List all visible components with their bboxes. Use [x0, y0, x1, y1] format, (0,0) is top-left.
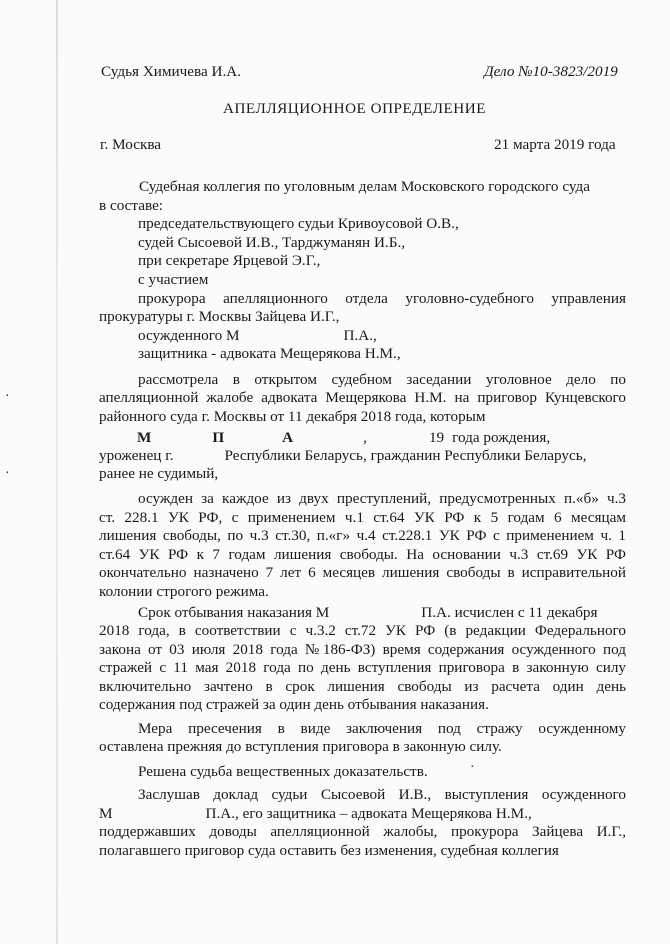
- paragraph-line: колонии строгого режима.: [99, 583, 269, 600]
- paragraph-line: прокурора апелляционного отдела уголовно-судебного управления: [138, 290, 626, 307]
- paragraph-line: Судебная коллегия по уголовным делам Московского городского суда: [139, 178, 590, 195]
- scan-speck: ·: [470, 760, 475, 775]
- paragraph-line: ранее не судимый,: [99, 465, 219, 482]
- paragraph-line: Мера пресечения в виде заключения под стражу осужденному: [138, 720, 626, 737]
- paragraph-line: защитника - адвоката Мещерякова Н.М.,: [138, 345, 401, 362]
- paragraph-line: лишения свободы, по ч.3 ст.30, п.«г» ч.4 ст.228.1 УК РФ с применением ч. 1: [99, 527, 626, 544]
- paragraph-line: уроженец г. Республики Беларусь, гражданин Республики Беларусь,: [99, 447, 587, 464]
- paragraph-line: содержания под стражей за один день отбывания наказания.: [99, 696, 489, 713]
- paragraph-line: председательствующего судьи Кривоусовой О.В.,: [138, 215, 459, 232]
- paragraph-line: судей Сысоевой И.В., Тарджуманян И.Б.,: [138, 234, 406, 251]
- paragraph-line: Решена судьба вещественных доказательств.: [138, 763, 428, 780]
- city: г. Москва: [100, 136, 162, 153]
- paragraph-line: при секретаре Ярцевой Э.Г.,: [138, 252, 321, 269]
- judge-name: Судья Химичева И.А.: [101, 63, 242, 80]
- paragraph-line: прокуратуры г. Москвы Зайцева И.Г.,: [99, 308, 340, 325]
- paragraph-line: ст.64 УК РФ к 7 годам лишения свободы. На основании ч.3 ст.69 УК РФ: [99, 546, 626, 563]
- paragraph-line: закона от 03 июля 2018 года №186-ФЗ) время содержания осужденного под: [99, 641, 626, 658]
- paragraph-line: районного суда г. Москвы от 11 декабря 2018 года, которым: [99, 408, 486, 425]
- document-title: АПЕЛЛЯЦИОННОЕ ОПРЕДЕЛЕНИЕ: [223, 100, 487, 117]
- paragraph-line: окончательно назначено 7 лет 6 месяцев лишения свободы в исправительной: [99, 564, 626, 581]
- paragraph-line: включительно зачтено в срок лишения свободы из расчета один день: [99, 678, 626, 695]
- paragraph-line: М П.А., его защитника – адвоката Мещерякова Н.М.,: [99, 805, 532, 822]
- paragraph-line: Срок отбывания наказания М П.А. исчислен с 11 декабря: [138, 604, 598, 621]
- paragraph-line: полагавшего приговор суда оставить без изменения, судебная коллегия: [99, 842, 559, 859]
- paragraph-line: в составе:: [99, 197, 164, 214]
- convict-name-line: М П А , 19 года рождения,: [137, 429, 551, 446]
- paragraph-line: стражей с 11 мая 2018 года по день вступления приговора в законную силу: [99, 659, 626, 676]
- document-date: 21 марта 2019 года: [494, 136, 616, 153]
- scan-speck: ·: [5, 466, 10, 481]
- initials: П.А.,: [343, 327, 377, 344]
- paragraph-line: [138, 327, 377, 345]
- paragraph-line: с участием: [138, 271, 209, 288]
- paragraph-line: поддержавших доводы апелляционной жалобы, прокурора Зайцева И.Г.,: [99, 823, 626, 840]
- paragraph-line: 2018 года, в соответствии с ч.3.2 ст.72 УК РФ (в редакции Федерального: [99, 622, 626, 639]
- case-number: Дело №10-3823/2019: [484, 63, 618, 80]
- paragraph-line: Заслушав доклад судьи Сысоевой И.В., выступления осужденного: [138, 786, 626, 803]
- paragraph-line: осужден за каждое из двух преступлений, предусмотренных п.«б» ч.3: [138, 490, 626, 507]
- paragraph-line: оставлена прежняя до вступления приговора в законную силу.: [99, 738, 502, 755]
- paragraph-line: рассмотрела в открытом судебном заседании уголовное дело по: [138, 371, 626, 388]
- paragraph-line: ст. 228.1 УК РФ, с применением ч.1 ст.64 УК РФ к 5 годам 6 месяцам: [99, 509, 626, 526]
- redacted-name-start: осужденного М: [138, 327, 240, 344]
- scan-speck: ·: [5, 389, 10, 404]
- paragraph-line: апелляционной жалобе адвоката Мещерякова Н.М. на приговор Кунцевского: [99, 389, 626, 406]
- scan-artifact-line: [56, 0, 58, 944]
